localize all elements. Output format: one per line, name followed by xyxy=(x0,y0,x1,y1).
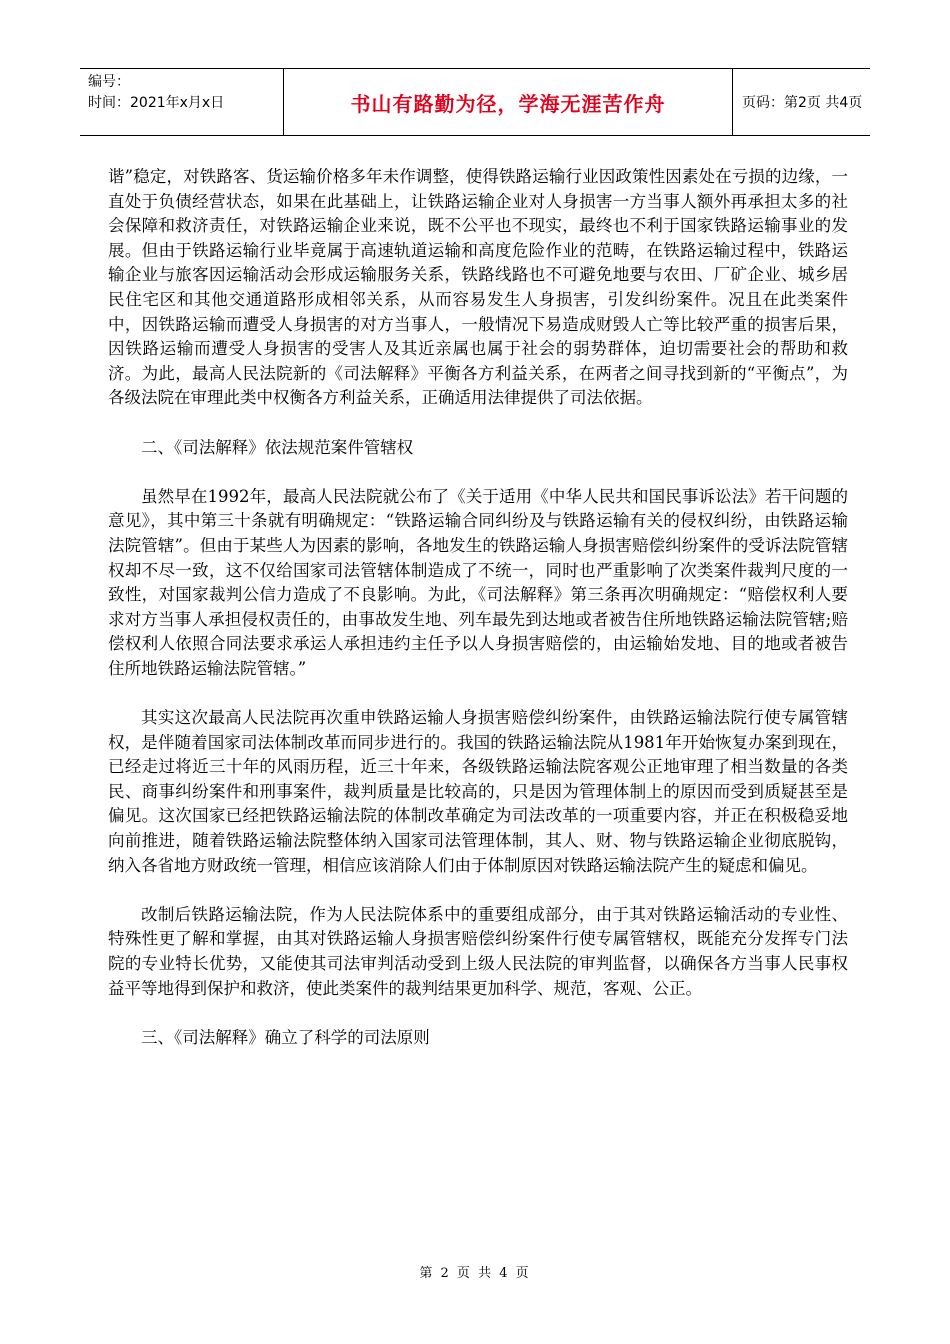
document-body xyxy=(108,165,848,1050)
paragraph-4: 改制后铁路运输法院，作为人民法院体系中的重要组成部分，由于其对铁路运输活动的专业性、特殊性更了解和掌握，由其对铁路运输人身损害赔偿纠纷案件行使专属管辖权，既能充分发挥专门法院的专业特长优势，又能使其司法审判活动受到上级人民法院的审判监督，以确保各方当事人民事权益平等地得到保护和救济，使此类案件的裁判结果更加科学、规范，客观、公正。 xyxy=(108,904,848,998)
paragraph-1: 谐”稳定，对铁路客、货运输价格多年未作调整，使得铁路运输行业因政策性因素处在亏损的边缘，一直处于负债经营状态，如果在此基础上，让铁路运输企业对人身损害一方当事人额外再承担太多的社会保障和救济责任，对铁路运输企业来说，既不公平也不现实，最终也不利于国家铁路运输事业的发展。但由于铁路运输行业毕竟属于高速轨道运输和高度危险作业的范畴，在铁路运输过程中，铁路运输企业与旅客因运输活动会形成运输服务关系，铁路线路也不可避免地要与农田、厂矿企业、城乡居民住宅区和其他交通道路形成相邻关系，从而容易发生人身损害，引发纠纷案件。况且在此类案件中，因铁路运输而遭受人身损害的对方当事人，一般情况下易造成财毁人亡等比较严重的损害后果，因铁路运输而遭受人身损害的受害人及其近亲属也属于社会的弱势群体，迫切需要社会的帮助和救济。为此，最高人民法院新的《司法解释》平衡各方利益关系，在两者之间寻找到新的“平衡点”，为各级法院在审理此类中权衡各方利益关系，正确适用法律提供了司法依据。 xyxy=(108,167,848,408)
paragraph-3: 其实这次最高人民法院再次重申铁路运输人身损害赔偿纠纷案件，由铁路运输法院行使专属管辖权，是伴随着国家司法体制改革而同步进行的。我国的铁路运输法院从1981年开始恢复办案到现在，已经走过将近三十年的风雨历程，近三十年来，各级铁路运输法院客观公正地审理了相当数量的各类民、商事纠纷案件和刑事案件，裁判质量是比较高的，只是因为管理体制上的原因而受到质疑甚至是偏见。这次国家已经把铁路运输法院的体制改革确定为司法改革的一项重要内容，并正在积极稳妥地向前推进，随着铁路运输法院整体纳入国家司法管理体制，其人、财、物与铁路运输企业彻底脱钩，纳入各省地方财政统一管理，相信应该消除人们由于体制原因对铁路运输法院产生的疑虑和偏见。 xyxy=(108,708,848,875)
page-header xyxy=(80,68,870,136)
header-page-label: 页码：第2页 共4页 xyxy=(742,95,863,111)
section-heading-3: 三、《司法解释》确立了科学的司法原则 xyxy=(141,1027,430,1047)
header-meta xyxy=(80,69,284,135)
page-footer: 第 2 页 共 4 页 xyxy=(419,1266,531,1281)
header-motto: 书山有路勤为径，学海无涯苦作舟 xyxy=(284,69,733,135)
number-label: 编号： xyxy=(88,74,130,90)
paragraph-2: 虽然早在1992年，最高人民法院就公布了《关于适用《中华人民共和国民事诉讼法》若干问题的意见》，其中第三十条就有明确规定：“铁路运输合同纠纷及与铁路运输有关的侵权纠纷，由铁路运输法院管辖”。但由于某些人为因素的影响，各地发生的铁路运输人身损害赔偿纠纷案件的受诉法院管辖权却不尽一致，这不仅给国家司法管辖体制造成了不统一，同时也严重影响了次类案件裁判尺度的一致性，对国家裁判公信力造成了不良影响。为此，《司法解释》第三条再次明确规定：“赔偿权利人要求对方当事人承担侵权责任的，由事故发生地、列车最先到达地或者被告住所地铁路运输法院管辖;赔偿权利人依照合同法要求承运人承担违约主任予以人身损害赔偿的，由运输始发地、目的地或者被告住所地铁路运输法院管辖。” xyxy=(108,486,848,678)
time-label: 时间：2021年x月x日 xyxy=(88,95,225,111)
section-heading-2: 二、《司法解释》依法规范案件管辖权 xyxy=(141,437,414,457)
